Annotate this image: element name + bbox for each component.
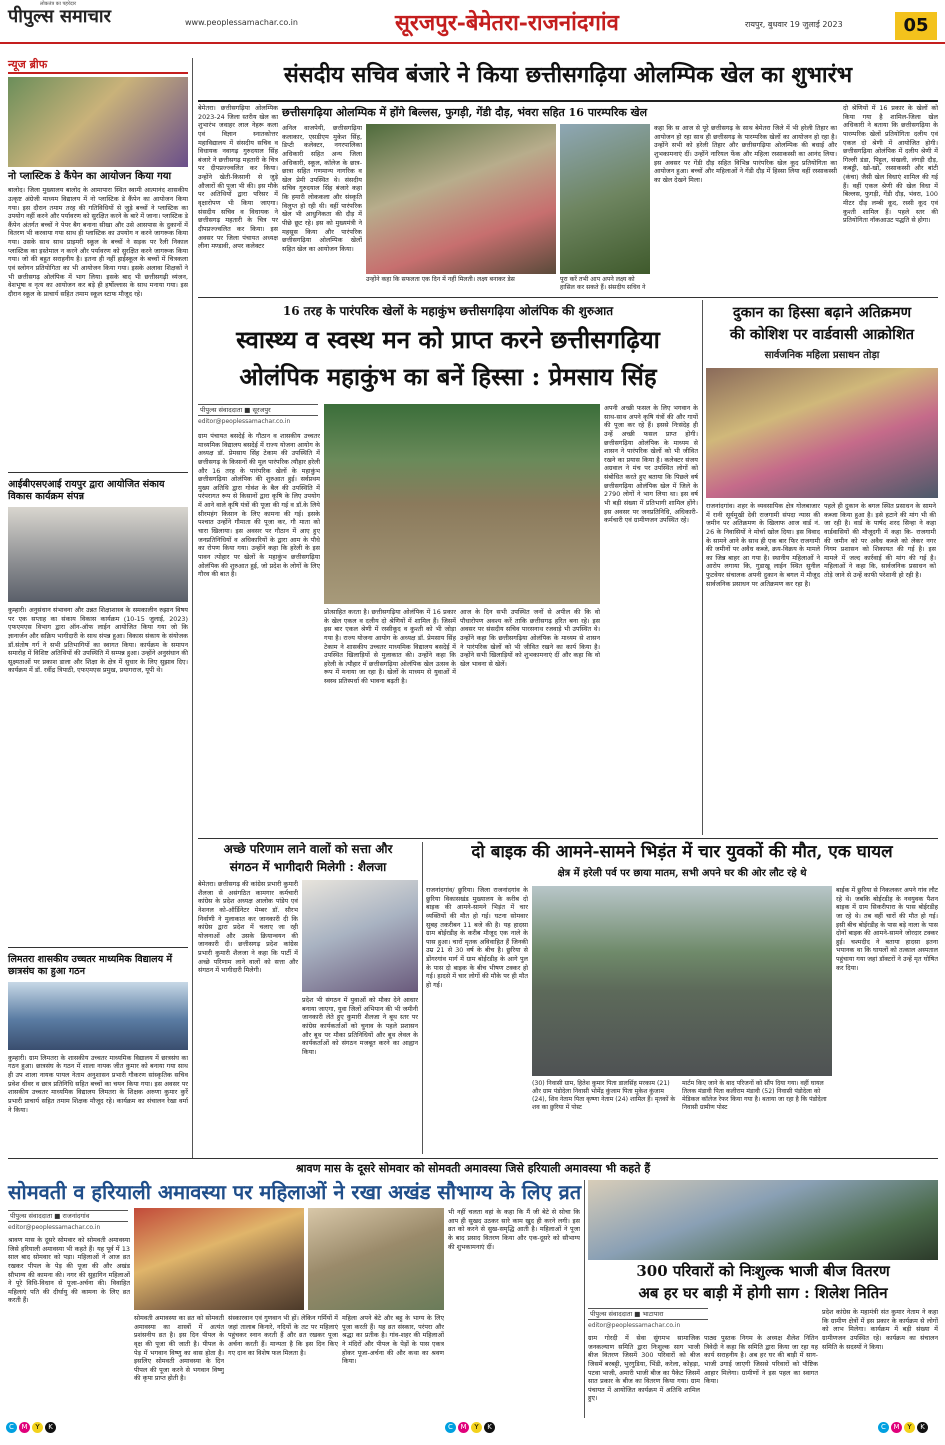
brief-text-1: बालोद। जिला मुख्यालय बालोद के आमापारा स्थित स्वामी आत्मानंद शासकीय उत्कृष्ट अंग्रेजी माध्यम विद्यालय में नो प्लास्टिक डे कैंपेन का आयोजन किया गया। इस दौरान तमाम तरह की गतिविधियों से जुड़े बच्चों ने प्लास्टिक का उपयोग नहीं करने और पर्यावरण को सुरक्षित करने के बारे में जाना। प्लास्टिक डे कैंपेन अंतर्गत बच्चों ने पेपर बैग बनाना सीखा और उसे आसपास के दुकानों में वितरण भी करवाया गया साथ ही प्लास्टिक का उपयोग न करने जागरूक किया गया। उसके साथ साथ प्राइमरी स्कूल के बच्चों ने सड़क पर रैली निकाल प्लास्टिक का इस्तेमाल न करने और पर्यावरण को सुरक्षित करने जागरूक किया गया। जो की बहुत सराहनीय है। इतना ही नहीं हाईस्कूल के बच्चों में चित्रकला एवं स्लोगन प्रतियोगिता का भी आयोजन किया गया। इसके अलावा शिक्षकों ने भी छत्तीसगढ़ ओलंपिक में भाग लिया। इसके बाद भी छत्तीसगढ़ी व्यंजन, वेशभूषा व नृत्य का आयोजन कर बड़े ही हर्षोल्लास के साथ मनाया गया। इस दौरान स्कूल के प्राचार्य सहित तमाम स्कूल स्टाफ मौजूद रहे। <box>8 186 188 298</box>
story2-headline-2: ओलंपिक महाकुंभ का बनें हिस्सा : प्रेमसाय सिंह <box>239 362 657 391</box>
story6-headline: सोमवती व हरियाली अमावस्या पर महिलाओं ने रखा अखंड सौभाग्य के लिए व्रत <box>8 1180 582 1204</box>
dateline: रायपुर, बुधवार 19 जुलाई 2023 <box>745 20 843 29</box>
story1-headline: संसदीय सचिव बंजारे ने किया छत्तीसगढ़िया ओलम्पिक खेल का शुभारंभ <box>283 62 853 88</box>
newspaper-logo: पीपुल्स समाचार <box>8 6 111 27</box>
story4-photo <box>302 880 418 992</box>
story2-text-2: प्रोत्साहित करता है। छत्तीसगढ़िया ओलंपिक में 16 प्रकार के खेल एकल व दलीय दो श्रेणियों में शामिल हैं। जिसमें इस बार एकल श्रेणी में रस्सीकूद व कुश्ती को भी जोड़ा गया है। राज्य योजना आयोग के अध्यक्ष डॉ. प्रेमसाय सिंह टेकाम ने शासकीय उच्चतर माध्यमिक विद्यालय बसदेई में उपस्थित खिलाड़ियों से मुलाकात की। उन्होंने कहा कि हरेली के त्यौहार में छत्तीसगढ़िया ओलंपिक खेल उत्सव के रूप में मनाया जा रहा है। खेलों के माध्यम से युवाओं में स्वस्थ प्रतिस्पर्धा की भावना बढ़ती है। <box>324 608 456 686</box>
story1-text-right: कहा कि स आज से पूरे छत्तीसगढ़ के साथ बेमेतरा जिले में भी हरेली तिहार का आयोजन हो रहा साथ ही छत्तीसगढ़ के पारम्परिक खेलों का आयोजन हो रहा है। उन्होंने सभी को हरेली तिहार और छत्तीसगढ़िया ओलम्पिक की बधाई और शुभकामनाएं दीं। उन्होंने नारियल फेंक और महिला रस्साकस्सी का आनंद लिया। इस अवसर पर गेंडी दौड़ सहित विभिन्न पारंपरिक खेल कूद प्रतियोगिता का आयोजन हुआ। बच्चों और महिलाओं ने गेंडी दौड़ में हिस्सा लिया वहीं रस्साकस्सी का खेल देखने मिला। <box>654 124 837 184</box>
story4-text-1: बेमेतरा। छत्तीसगढ़ की कांग्रेस प्रभारी कुमारी शैलजा से असंगठित कामगार कर्मचारी कांग्रेस के प्रदेश अध्यक्ष आलोक पांडेय एवं नेशनल को-ऑर्डिनेटर मेम्बर डॉ. सौरभ निर्वाणी ने मुलाकात कर जानकारी दी कि कांग्रेस द्वारा प्रदेश में चलाए जा रही योजनाओं और उसके क्रियान्वयन की जानकारी दी। छत्तीसगढ़ प्रदेश कांग्रेस प्रभारी कुमारी शैलजा ने कहा कि पार्टी में अच्छे परिणाम लाने वालों को सत्ता और संगठन में भागीदारी मिलेगी। <box>198 880 298 975</box>
brief-title-1: नो प्लास्टिक डे कैंपेन का आयोजन किया गया <box>8 170 172 182</box>
story2-headline-1: स्वास्थ्य व स्वस्थ मन को प्राप्त करने छत्तीसगढ़िया <box>236 325 660 354</box>
story6-byline: पीपुल्स संवाददाता ■ राजनांदगांव <box>8 1210 128 1222</box>
story1-subhead: छत्तीसगढ़िया ओलम्पिक में होंगे बिल्लस, फुगड़ी, गेंडी दौड़, भंवरा सहित 16 पारम्परिक खेल <box>282 106 648 119</box>
story2-kicker: 16 तरह के पारंपरिक खेलों के महाकुंभ छत्तीसगढ़िया ओलंपिक की शुरुआत <box>282 304 614 318</box>
story3-text-1: राजनांदगांव। शहर के व्यवसायिक क्षेत्र गोलबाजार में रानी सूर्यमुखी देवी राजगामी संपदा न्यास की जमीन पर अतिक्रमण के खिलाफ आज वार्ड नं. 26 के निवासियों ने मोर्चा खोल दिया। इस विवाद के सामने आने के साथ ही एक बार फिर राजगामी की जमीनों पर अवैध कब्जे, क्रय-विक्रय के मामले का जिन्न बाहर आ गया है। स्थानीय महिलाओं ने आरोप लगाया कि, गुडाखू लाईन स्थित सुनील फुटवेयर संचालक अपनी दुकान के बगल में मौजूद सार्वजनिक प्रसाधन पर अतिक्रमण कर रहा है। <box>706 502 820 588</box>
story7-text-3: प्रदेश कांग्रेस के महामंत्री संत कुमार नेताम ने कहा कि ग्रामीण क्षेत्रों में इस प्रकार के कार्यक्रम से लोगों को लाभ मिलेगा। कार्यक्रम में बड़ी संख्या में ग्रामीणजन उपस्थित रहे। कार्यक्रम का संचालन समिति के सदस्यों ने किया। <box>822 1308 938 1351</box>
story4-headline-2: संगठन में भागीदारी मिलेगी : शैलजा <box>229 860 387 874</box>
story6-photo-2 <box>308 1208 444 1310</box>
story2-byline: पीपुल्स संवाददाता ■ सूरजपुर <box>198 404 318 416</box>
story2-text-3: आज के दिन सभी उपस्थित जनों से अपील की कि वो पौधारोपण अवश्य करें ताकि छत्तीसगढ़ हरित बना रहे। इस अवसर पर संसदीय सचिव पारसनाथ रजवाड़े भी उपस्थित थे। उन्होंने कहा कि छत्तीसगढ़िया ओलंपिक के माध्यम से शासन ने पारंपरिक खेलों को भी जीवित रखने का कार्य किया है। उन्होंने सभी खिलाड़ियों को शुभकामनाएं दीं और कहा कि वो खेल भावना से खेलें। <box>460 608 600 668</box>
story4-headline-1: अच्छे परिणाम लाने वालों को सत्ता और <box>223 842 393 856</box>
story6-text-3: संस्कारवान एवं गुणवान भी हों। लेकिन गर्मियों में जहां तालाब किनारे, नदियों के तट पर महिलाएं पहुंचकर स्नान करती हैं और व्रत रखकर पूजा अर्चना करती हैं। मान्यता है कि इस दिन किए गए दान का विशेष फल मिलता है। <box>228 1314 338 1357</box>
logo-tagline: लोकतंत्र का पहरेदार <box>40 1 76 7</box>
story1-text-mid: अनिल वाजपेयी, छत्तीसगढ़िया कलाकार, एसडीएम मुकेश सिंह, डिप्टी कलेक्टर, नगरपालिका अधिकारी सहित अन्य जिला अधिकारी, स्कूल, कॉलेज के छात्र-छात्रा सहित गणमान्य नागरिक व खेल प्रेमी उपस्थित थे। संसदीय सचिव गुरुदयाल सिंह बंजारे कहा कि हमारी लोककला और संस्कृति विलुप्त हो रही थी। वहीं पारंपरिक खेल भी आधुनिकता की दौड़ में पीछे छूट रहे। इस को मुख्यमंत्री ने महसूस किया और पारंपरिक छत्तीसगढ़िया ओलम्पिक खेलों सहित खेल का आयोजन किया। <box>282 124 362 253</box>
story3-photo <box>706 368 938 498</box>
story6-photo-1 <box>134 1208 304 1310</box>
story7-headline-2: अब हर घर बाड़ी में होगी साग : शिलेश नितिन <box>638 1284 888 1302</box>
cmyk-marks-left: C M Y K <box>6 1422 58 1433</box>
story6-text-4: महिला अपने बेटे और बहु के भाग्य के लिए पूजा करती हैं। यह व्रत संस्कार, परंपरा और श्रद्धा का प्रतीक है। गांव-शहर की महिलाओं ने मंदिरों और पीपल के पेड़ों के पास एकत्र होकर पूजा-अर्चना की और कथा का श्रवण किया। <box>342 1314 444 1366</box>
story1-caption-2: पूरा करें तभी आप अपने लक्ष्य को हासिल कर सकते हैं। संसदीय सचिव ने <box>560 276 646 292</box>
story7-email: editor@peoplessamachar.co.in <box>588 1322 681 1329</box>
story7-photo <box>588 1180 938 1260</box>
story6-kicker: श्रावण मास के दूसरे सोमवार को सोमवती अमावस्या जिसे हरियाली अमावस्या भी कहते हैं <box>295 1162 651 1175</box>
story5-subhead: क्षेत्र में हरेली पर्व पर छाया मातम, सभी अपने घर की ओर लौट रहे थे <box>557 868 807 879</box>
brief-photo-2 <box>8 507 188 602</box>
story3-headline-1: दुकान का हिस्सा बढ़ाने अतिक्रमण <box>732 304 912 321</box>
story6-text-5: भी नहीं चलता वहां के कहा कि मैं जी बेटे से सोचा कि आप ही सुखद उठकर सारे काम खुद ही करने लगी। इस व्रत को करने से सुख-समृद्धि आती है। महिलाओं ने पूजा के बाद प्रसाद वितरण किया और एक-दूसरे को सौभाग्य की शुभकामनाएं दीं। <box>448 1208 580 1251</box>
story5-headline: दो बाइक की आमने-सामने भिड़ंत में चार युवकों की मौत, एक घायल <box>471 842 893 862</box>
cmyk-marks-right: C M Y K <box>878 1422 930 1433</box>
brief-text-2: कुम्हारी। अनुसंधान संभावना और उन्नत शिक्षाशास्त्र के समकालीन रुझान विषय पर एक सप्ताह का संकाय विकास कार्यक्रम (10-15 जुलाई, 2023) एफएमएस विभाग द्वारा ऑन-ऑफ लाईन आयोजित किया गया जो कि ज्ञानार्जन और सक्रिय भागीदारी के साथ संपन्न हुआ। विकास संकाय के संयोजक डॉ.संतोष गर्ग ने सभी प्रतिभागियों का स्वागत किया। कार्यक्रम के समापन समारोह में विशिष्ट अतिथियों की उपस्थिति में सम्पन्न हुआ। उन्होंने अनुसंधान की सूक्ष्मताओं पर प्रकाश डाला और शिक्षा के क्षेत्र में सुधार के लिए सुझाव दिए। कार्यक्रम में डॉ. रवींद्र त्रिपाठी, एफएमएस प्रमुख, प्रयागराज, यूपी थे। <box>8 606 188 675</box>
brief-title-3: लिमतरा शासकीय उच्चतर माध्यमिक विद्यालय में छात्रसंघ का हुआ गठन <box>8 954 173 977</box>
story6-text-2: सोमवती अमावस्या का व्रत को सोमवती अमावस्या का शास्त्रों में अत्यंत प्रशंसनीय व्रत है। इस दिन पीपल के वृक्ष की पूजा की जाती है। पीपल के पेड़ में भगवान विष्णु का वास होता है। इसलिए सोमवती अमावस्या के दिन पीपल की पूजा करने से भगवान विष्णु की कृपा प्राप्त होती है। <box>134 1314 224 1383</box>
story2-text-4: अपनी अच्छी फसल के लिए भगवान के साथ-साथ अपने कृषि यंत्रों की और गायों की पूजा कर रहे हैं। इससे निःसंदेह ही उन्हें अच्छी फसल प्राप्त होगी। छत्तीसगढ़िया ओलंपिक के माध्यम से शासन ने पारंपरिक खेलों को भी जीवित रखने का प्रयास किया है। कलेक्टर संजय अग्रवाल ने मंच पर उपस्थित लोगों को संबोधित करते हुए बताया कि पिछले वर्ष छत्तीसगढ़िया ओलंपिक खेल में जिले के 2790 लोगों ने भाग लिया था। इस वर्ष भी बड़ी संख्या में प्रतिभागी शामिल होंगे। इस अवसर पर जनप्रतिनिधि, अधिकारी-कर्मचारी एवं ग्रामीणजन उपस्थित रहे। <box>604 404 698 525</box>
story5-text-2: बाईक में छुरिया से निकलकर अपने गांव लौट रहे थे। जबकि बोईरडीह के नवयुवक पैशन बाइक में ग्राम सिकरीपारा के पास बोईरडीह जा रहे थे। तब वहीं चारों की मौत हो गई। इसी बीच बोईरडीह के पास बड़े नाला के पास दोनों बाइक की आमने-सामने जोरदार टक्कर हुई। चश्मदीद ने बताया हादसा इतना भयानक था कि घायलों को तत्काल अस्पताल पहुंचाया गया जहां डॉक्टरों ने उन्हें मृत घोषित कर दिया। <box>836 886 938 972</box>
story4-text-2: प्रदेश भी संगठन में युवाओं को मौका देने आधार बनाया जाएगा, युवा जिलों अभियान की भी जमीनी जानकारी लेते हुए कुमारी शैलजा ने बूथ स्तर पर कांग्रेस कार्यकर्ताओं को चुनाव के पहले प्रशासन और बूथ पर मौका प्रतिनिधियों और बूथ लेवल के कार्यकर्ताओं को संगठन मजबूत करने का आह्वान किया। <box>302 996 418 1056</box>
brief-photo-1 <box>8 77 188 167</box>
story1-photo-2 <box>560 124 650 274</box>
story7-text-2: पाठ्य पुस्तक निगम के अध्यक्ष शैलेश नितिन त्रिवेदी ने कहा कि समिति द्वारा किया जा रहा यह कार्य सराहनीय है। अब हर घर की बाड़ी में साग-भाजी उगाई जाएगी जिससे परिवारों को पौष्टिक आहार मिलेगा। ग्रामीणों ने इस पहल का स्वागत किया। <box>704 1334 818 1386</box>
story2-photo-kabaddi <box>324 404 600 604</box>
story1-text-far: दो श्रेणियों में 16 प्रकार के खेलों को किया गया है शामिल-जिला खेल अधिकारी ने बताया कि छत्तीसगढ़िया के पारम्परिक खेलों प्रतियोगिता दलीय एवं एकल दो श्रेणी में आयोजित होगी। छत्तीसगढ़िया ओलंपिक में दलीय श्रेणी में गिल्ली डंडा, पिट्टूल, संखली, लंगड़ी दौड़, कबड्डी, खो-खो, रस्साकस्सी और बांटी (कंचा) जैसी खेल विधाएं शामिल की गई हैं। वहीं एकल श्रेणी की खेल विधा में बिल्लस, फुगड़ी, गेंडी दौड़, भंवरा, 100 मीटर दौड़ लम्बी कूद, रस्सी कूद एवं कुश्ती शामिल हैं। पहले स्तर की प्रतियोगिता नॉकआउट पद्धति से होगा। <box>843 104 938 225</box>
story1-text-left: बेमेतरा। छत्तीसगढ़िया ओलम्पिक 2023-24 जिला स्तरीय खेल का शुभारंभ जवाहर लाल नेहरू कला एवं विज्ञान स्नातकोत्तर महाविद्यालय में संसदीय सचिव व विधायक नवागढ़ गुरुदयाल सिंह बंजारे ने छत्तीसगढ़ महतारी के चित्र पर दीपप्रज्ज्वलित कर किया। उन्होंने खेती-किसानी से जुड़े औजारों की पूजा भी की। इस मौके पर अतिथियों द्वारा परिसर में वृक्षारोपण भी किया जाएगा। संसदीय सचिव व विधायक ने छत्तीसगढ़ महतारी के चित्र पर दीपप्रज्ज्वलित कर किया। इस अवसर पर जिला पंचायत अध्यक्ष लीना मण्डावी, अपर कलेक्टर <box>198 104 278 251</box>
story3-headline-2: की कोशिश पर वार्डवासी आक्रोशित <box>729 326 915 343</box>
story5-photo-accident <box>532 886 832 1076</box>
story5-caption-1: (30) निवासी ग्राम, हितेश कुमार पिता डालसिंह मरकाम (21) और ग्राम पंडोदेला निवासी भोमेंद्र कुंजाम पिता मुकेश कुंजाम (24), शिव नेताम पिता कृष्णा नेताम (24) शामिल हैं। मृतकों के शव का छुरिया में पोस्ट <box>532 1080 676 1112</box>
cmyk-marks-center: C M Y K <box>445 1422 497 1433</box>
story1-photo-1 <box>366 124 556 274</box>
story3-text-2: पहले ही दुकान के बगल स्थित प्रसाधन के सामने कब्जा किया हुआ है। इसे हटाने की मांग भी की जा रही है। वार्ड के पार्षद शरद सिन्हा ने कहा वार्डवासियों की मौजूदगी में कहा कि- राजगामी की जमीन को पर अवैध कब्जे को लेकर नगर निगम प्रशासन को शिकायत की गई है। इस मामले में जल्द कार्रवाई की मांग की गई है। महिलाओं ने कहा कि, सार्वजनिक प्रसाधन को तोड़े जाने से उन्हें काफी परेशानी हो रही है। <box>824 502 936 580</box>
story5-text-1: राजनांदगांव/ छुरिया। जिला राजनांदगांव के छुरिया विकासखंड मुख्यालय के करीब दो बाइक की आमने-सामने भिड़ंत में चार व्यक्तियों की मौत हो गई। घटना सोमवार सुबह तकरीबन 11 बजे की है। यह हादसा ग्राम बोईरडीह के करीब मौजूद एक नाले के पास हुआ। चारों मृतक अविवाहित हैं जिनकी उम्र 21 से 30 वर्ष के बीच है। छुरिया से डोंगरगांव मार्ग में ग्राम बोईरडीह के आगे पुल के पास दो बाइक के बीच भीषण टक्कर हो गई। हादसे में चार लोगों की मौके पर ही मौत हो गई। <box>426 886 528 990</box>
story3-sub: सार्वजनिक महिला प्रसाधन तोड़ा <box>764 350 880 361</box>
story7-headline-1: 300 परिवारों को निःशुल्क भाजी बीज वितरण <box>636 1262 890 1280</box>
story6-text-1: श्रावण मास के दूसरे सोमवार को सोमवती अमावस्या जिसे हरियाली अमावस्या भी कहते हैं। यह पूर्व में 13 साल बाद सोमवार को पड़ा। महिलाओं ने आज व्रत रखकर पीपल के पेड़ की पूजा की और अखंड सौभाग्य की कामना की। नगर की सुहागिन महिलाओं ने पूरे विधि-विधान से पूजा-अर्चना की। विवाहित महिलाएं पति की दीर्घायु की कामना के लिए व्रत करती हैं। <box>8 1236 130 1305</box>
brief-title-2: आईबीएसएआई रायपुर द्वारा आयोजित संकाय विकास कार्यक्रम संपन्न <box>8 479 165 503</box>
story5-caption-2: मार्टम किए जाने के बाद परिजनों को सौंप दिया गया। वहीं घायल तिलक मंडावी पिता कलीराम मंडावी (52) निवासी पंडोदेला को मेडिकल कॉलेज रेफर किया गया है। बताया जा रहा है कि पंडोदेला निवासी ग्रामीण पोस्ट <box>682 1080 827 1112</box>
story2-email: editor@peoplessamachar.co.in <box>198 418 291 425</box>
website-url: www.peoplessamachar.co.in <box>185 18 298 27</box>
brief-text-3: कुम्हारी। ग्राम लिमतरा के शासकीय उच्चतर माध्यमिक विद्यालय में छात्रसंघ का गठन हुआ। छात्रसंघ के गठन में शाला नायक जीत कुमार को बनाया गया साथ ही उप शाला नायक पायल नेताम अनुशासन प्रभारी गौकरण सांस्कृतिक सचिव प्रवेश धीवर व छात्र प्रतिनिधि सहित बच्चों का चयन किया गया। इस अवसर पर शासकीय उच्चतर माध्यमिक विद्यालय लिमतरा के शिक्षक अरुणा कुमार कुर्रे प्रभारी प्राचार्य सहित तमाम शिक्षक मौजूद रहे। कार्यक्रम का संचालन रेखा वर्मा ने किया। <box>8 1053 188 1114</box>
masthead <box>0 0 945 44</box>
brief-photo-3 <box>8 982 188 1050</box>
story2-text-1: ग्राम पंचायत बसदेई के गौठान व शासकीय उच्चतर माध्यमिक विद्यालय बसदेई में राज्य योजना आयोग के अध्यक्ष डॉ. प्रेमसाय सिंह टेकाम की उपस्थिति में छत्तीसगढ़ के किसानों की मूल पारंपरिक त्यौहार हरेली और 16 तरह के पारंपरिक खेलों के महाकुंभ छत्तीसगढ़िया ओलंपिक की शुरुआत हुई। सर्वप्रथम मुख्य अतिथि द्वारा गोवंश के बैल की उपस्थिति में परंपरागत रूप से किसानों द्वारा कृषि के लिए उपयोग में आने वाले कृषि यंत्रों की पूजा की गई व डॉ.के लिये सीरमहंग किसान के लिए कामना की गई। इसके पश्चात उन्होंने गौमाता की पूजा कर, गौ माता को चारा खिलाया। इस अवसर पर गौठान में आए हुए जनप्रतिनिधियों व अधिकारियों के द्वारा आम के पौधे का रोपण किया गया। उन्होंने कहा कि हरेली के इस पावन त्योहार पर खेलों के महाकुंभ छत्तीसगढ़िया ओलंपिक की शुरुआत हुई, जो प्रदेश के लोगों के लिए गौरव की बात है। <box>198 432 320 579</box>
story1-caption-1: उन्होंने कहा कि सफलता एक दिन में नहीं मिलती। लक्ष्य बनाकर डेस <box>366 276 515 283</box>
section-title: सूरजपुर-बेमेतरा-राजनांदगांव <box>395 10 619 36</box>
news-brief-tag: न्यूज ब्रीफ <box>8 58 188 74</box>
page-number: 05 <box>895 12 937 40</box>
story7-text-1: ग्राम गोरदी में सेवा सुंगमभ सामाजिक जनकल्याण समिति द्वारा निःशुल्क साग भाजी बीज वितरण जिसमें 300 परिवारों को बीज जिसमें बरबट्टी, भुरगुडिया, भिंडी, करेला, कोहड़ा, पटवा भाजी, अमारी भाजी बीज का पैकेट जिसमें सात प्रकार के बीज का वितरण किया गया। ग्राम पंचायत में आयोजित कार्यक्रम में अतिथि शामिल हुए। <box>588 1334 700 1403</box>
story7-byline: पीपुल्स संवाददाता ■ भाटापारा <box>588 1308 708 1320</box>
story6-email: editor@peoplessamachar.co.in <box>8 1224 101 1231</box>
